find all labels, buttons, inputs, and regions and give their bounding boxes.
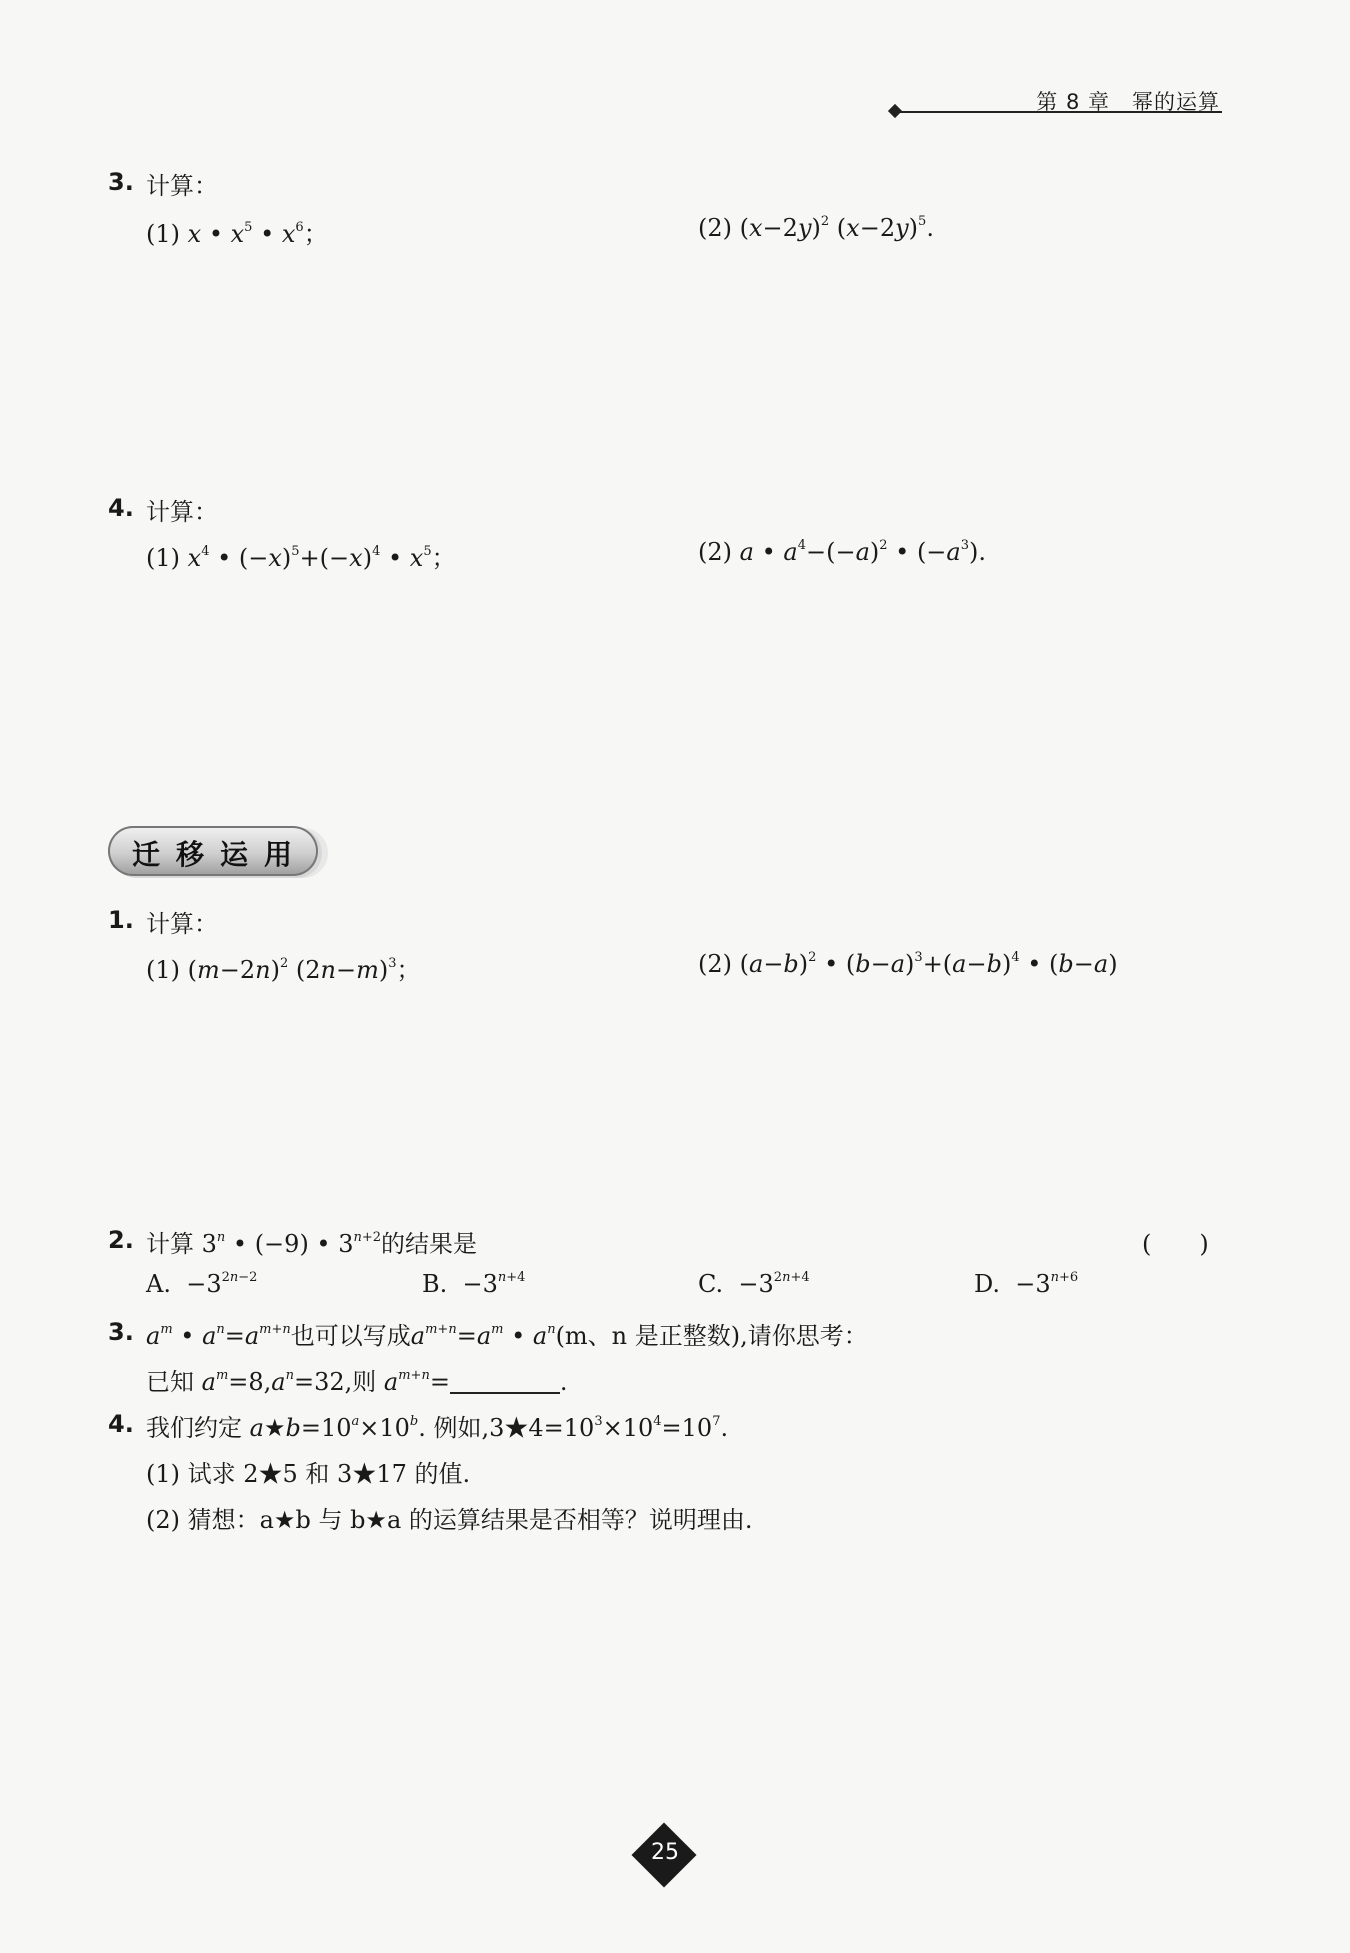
transfer-question-4-number: 4. xyxy=(108,1410,134,1438)
transfer-question-1-part-1: (1) $(m-2n)^2$ $(2n-m)^3$； xyxy=(146,956,421,984)
transfer-question-2-number: 2. xyxy=(108,1226,134,1254)
question-4-part-2: (2) a • $a^4-(-a)^2$ • $(-a^3)$. xyxy=(698,538,987,566)
transfer-question-1-number: 1. xyxy=(108,906,134,934)
transfer-question-1-prompt: 计算： xyxy=(146,910,218,938)
answer-blank[interactable] xyxy=(450,1370,560,1394)
page-number: 25 xyxy=(651,1840,679,1865)
answer-bracket: ( ) xyxy=(1142,1230,1209,1258)
question-3-prompt: 计算： xyxy=(146,172,218,200)
option-b: B. $-3^{n+4}$ xyxy=(422,1270,526,1298)
question-3-part-2: (2) $(x-2y)^2$ $(x-2y)^5$. xyxy=(698,214,934,242)
transfer-question-1-part-2: (2) $(a-b)^2$ • $(b-a)^3+(a-b)^4$ • (b−a) xyxy=(698,950,1118,978)
transfer-question-4-part-1: (1) 试求 2★5 和 3★17 的值. xyxy=(146,1460,471,1488)
transfer-question-4-part-2: (2) 猜想：a★b 与 b★a 的运算结果是否相等？说明理由. xyxy=(146,1506,753,1534)
option-d: D. $-3^{n+6}$ xyxy=(974,1270,1079,1298)
chapter-header: 第 8 章 幂的运算 xyxy=(1036,90,1220,114)
transfer-question-4-intro: 我们约定 $a★b=10^a\times 10^b$. 例如$,3★4=10^3\times 10^4=10^7$. xyxy=(146,1414,729,1442)
header-rule xyxy=(898,111,1222,113)
question-4-part-1: (1) $x^4$ • $(-x)^5+(-x)^4$ • $x^5$； xyxy=(146,544,456,572)
option-c: C. $-3^{2n+4}$ xyxy=(698,1270,810,1298)
option-a: A. $-3^{2n-2}$ xyxy=(146,1270,258,1298)
transfer-question-3-number: 3. xyxy=(108,1318,134,1346)
transfer-question-3-line-2: 已知 $a^m=8,a^n=32$,则 $a^{m+n}=$ . xyxy=(146,1368,568,1396)
transfer-question-3-line-1: $a^m$ • $a^n=a^{m+n}$也可以写成$a^{m+n}=a^m$ • $a^n(m$、n 是正整数),请你思考： xyxy=(146,1322,868,1350)
section-title-badge xyxy=(108,826,318,876)
question-3-number: 3. xyxy=(108,168,134,196)
section-title: 迁移运用 xyxy=(131,838,308,871)
question-4-prompt: 计算： xyxy=(146,498,218,526)
transfer-question-2-prompt: 计算 3$^n$ • (−9) • $3^{n+2}$的结果是 xyxy=(146,1230,478,1258)
question-3-part-1: (1) x • $x^5$ • $x^6$； xyxy=(146,220,328,248)
question-4-number: 4. xyxy=(108,494,134,522)
